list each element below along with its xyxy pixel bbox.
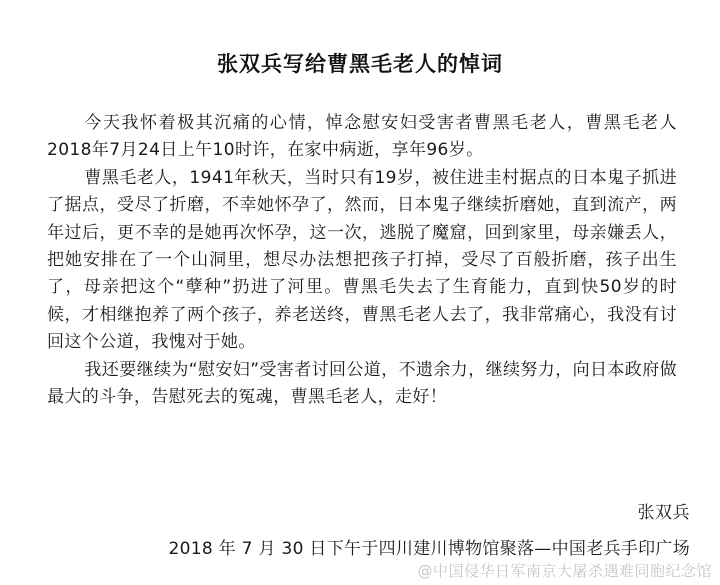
paragraph-3: 我还要继续为“慰安妇”受害者讨回公道，不遗余力，继续努力，向日本政府做最大的斗争，告慰死去的冤魂，曹黑毛老人，走好！ <box>47 359 678 408</box>
paragraph-2: 曹黑毛老人，1941年秋天，当时只有19岁，被住进圭村据点的日本鬼子抓进了据点，受尽了折磨，不幸她怀孕了，然而，日本鬼子继续折磨她，直到流产，两年过后，更不幸的是她再次怀孕，这一次，逃脱了魔窟，回到家里，母亲嫌丢人，把她安排在了一个山洞里，想尽办法想把孩子打掉，受尽了百般折磨，孩子出生了，母亲把这个“孽种”扔进了河里。曹黑毛失去了生育能力，直到快50岁的时候，才相继抱养了两个孩子，养老送终，曹黑毛老人去了，我非常痛心，我没有讨回这个公道，我愧对于她。 <box>47 167 677 353</box>
signature-date-place: 2018 年 7 月 30 日下午于四川建川博物馆聚落—中国老兵手印广场 <box>168 539 690 559</box>
paragraph-1: 今天我怀着极其沉痛的心情，悼念慰安妇受害者曹黑毛老人，曹黑毛老人2018年7月24日上午10时许，在家中病逝，享年96岁。 <box>47 113 677 161</box>
document-title: 张双兵写给曹黑毛老人的悼词 <box>217 52 503 76</box>
watermark: @中国侵华日军南京大屠杀遇难同胞纪念馆 <box>417 562 712 580</box>
document-body <box>47 110 677 411</box>
signature-name: 张双兵 <box>637 503 690 523</box>
